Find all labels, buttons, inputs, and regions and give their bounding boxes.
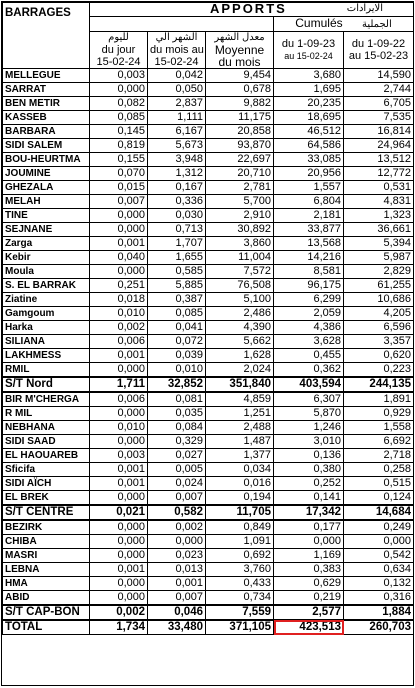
barrage-name: Zarga [3, 237, 90, 251]
value-mois: 32,852 [148, 377, 206, 392]
value-mois: 0,005 [148, 463, 206, 477]
table-row [3, 421, 414, 435]
value-cumul-2223: 36,661 [344, 223, 414, 237]
value-jour: 0,145 [90, 125, 148, 139]
value-cumul-2324: 2,577 [274, 605, 344, 620]
table-row [3, 563, 414, 577]
value-cumul-2223: 6,705 [344, 97, 414, 111]
value-mois: 0,027 [148, 449, 206, 463]
barrage-name: MELAH [3, 195, 90, 209]
value-moyenne: 7,559 [206, 605, 274, 620]
value-jour: 0,000 [90, 535, 148, 549]
barrage-name: JOUMINE [3, 167, 90, 181]
table-row [3, 167, 414, 181]
value-cumul-2223: 0,515 [344, 477, 414, 491]
value-jour: 0,155 [90, 153, 148, 167]
value-cumul-2223: 12,772 [344, 167, 414, 181]
value-moyenne: 0,433 [206, 577, 274, 591]
value-cumul-2324: 0,629 [274, 577, 344, 591]
value-mois: 0,713 [148, 223, 206, 237]
value-moyenne: 1,487 [206, 435, 274, 449]
value-jour: 0,085 [90, 111, 148, 125]
col-moyenne-header: معدل الشهر Moyenne du mois [206, 32, 274, 69]
value-cumul-2324: 4,386 [274, 321, 344, 335]
value-cumul-2324: 33,085 [274, 153, 344, 167]
value-mois: 5,673 [148, 139, 206, 153]
table-header [3, 3, 414, 69]
table-row [3, 321, 414, 335]
value-cumul-2324: 14,216 [274, 251, 344, 265]
value-cumul-2223: 1,891 [344, 392, 414, 407]
value-moyenne: 9,882 [206, 97, 274, 111]
value-moyenne: 5,100 [206, 293, 274, 307]
value-cumul-2223: 2,744 [344, 83, 414, 97]
value-mois: 0,024 [148, 477, 206, 491]
value-moyenne: 1,377 [206, 449, 274, 463]
total-row [3, 620, 414, 635]
value-cumul-2223: 0,634 [344, 563, 414, 577]
table-row [3, 407, 414, 421]
value-moyenne: 5,700 [206, 195, 274, 209]
value-cumul-2223: 5,394 [344, 237, 414, 251]
barrage-name: BOU-HEURTMA [3, 153, 90, 167]
value-cumul-2223: 4,831 [344, 195, 414, 209]
value-moyenne: 0,692 [206, 549, 274, 563]
value-mois: 0,387 [148, 293, 206, 307]
value-moyenne: 11,175 [206, 111, 274, 125]
table-row [3, 153, 414, 167]
value-cumul-2324: 13,568 [274, 237, 344, 251]
value-cumul-2223: 1,884 [344, 605, 414, 620]
table-row [3, 209, 414, 223]
barrage-name: EL HAOUAREB [3, 449, 90, 463]
barrage-name: MASRI [3, 549, 90, 563]
value-cumul-2223: 61,255 [344, 279, 414, 293]
value-moyenne: 0,016 [206, 477, 274, 491]
value-jour: 0,000 [90, 265, 148, 279]
table-row [3, 463, 414, 477]
value-cumul-2223: 4,205 [344, 307, 414, 321]
value-moyenne: 2,781 [206, 181, 274, 195]
value-moyenne: 0,678 [206, 83, 274, 97]
value-cumul-2324: 0,177 [274, 520, 344, 535]
value-moyenne: 30,892 [206, 223, 274, 237]
value-jour: 0,070 [90, 167, 148, 181]
value-jour: 0,082 [90, 97, 148, 111]
value-cumul-2324: 96,175 [274, 279, 344, 293]
value-moyenne: 351,840 [206, 377, 274, 392]
table-row [3, 477, 414, 491]
value-jour: 1,734 [90, 620, 148, 635]
table-row [3, 125, 414, 139]
value-cumul-2324: 2,059 [274, 307, 344, 321]
value-cumul-2223: 2,718 [344, 449, 414, 463]
value-cumul-2324: 1,557 [274, 181, 344, 195]
table-row [3, 265, 414, 279]
barrage-name: RMIL [3, 363, 90, 378]
value-moyenne: 4,859 [206, 392, 274, 407]
barrage-name: SEJNANE [3, 223, 90, 237]
value-jour: 0,000 [90, 83, 148, 97]
value-mois: 0,167 [148, 181, 206, 195]
value-jour: 0,000 [90, 577, 148, 591]
value-jour: 0,003 [90, 69, 148, 83]
value-moyenne: 2,910 [206, 209, 274, 223]
table-row [3, 392, 414, 407]
value-moyenne: 5,662 [206, 335, 274, 349]
table-row [3, 97, 414, 111]
value-cumul-2324: 20,956 [274, 167, 344, 181]
value-jour: 0,015 [90, 181, 148, 195]
value-jour: 0,021 [90, 505, 148, 520]
value-jour: 0,000 [90, 407, 148, 421]
col-mois-header: الشهر الي du mois au 15-02-24 [148, 32, 206, 69]
barrage-name: Kebir [3, 251, 90, 265]
value-moyenne: 1,251 [206, 407, 274, 421]
value-mois: 0,072 [148, 335, 206, 349]
value-jour: 0,001 [90, 349, 148, 363]
value-mois: 0,042 [148, 69, 206, 83]
value-cumul-2324: 3,680 [274, 69, 344, 83]
value-cumul-2223: 1,558 [344, 421, 414, 435]
barrage-name: SILIANA [3, 335, 90, 349]
value-moyenne: 0,194 [206, 491, 274, 506]
table-row [3, 279, 414, 293]
value-cumul-2324: 5,870 [274, 407, 344, 421]
value-mois: 1,655 [148, 251, 206, 265]
value-cumul-2223: 0,316 [344, 591, 414, 606]
value-mois: 0,010 [148, 363, 206, 378]
value-cumul-2324: 6,804 [274, 195, 344, 209]
value-moyenne: 11,705 [206, 505, 274, 520]
table-row [3, 435, 414, 449]
value-mois: 33,480 [148, 620, 206, 635]
value-mois: 0,013 [148, 563, 206, 577]
barrage-name: EL BREK [3, 491, 90, 506]
value-cumul-2223: 0,258 [344, 463, 414, 477]
value-cumul-2223: 0,929 [344, 407, 414, 421]
value-jour: 0,001 [90, 463, 148, 477]
value-mois: 0,023 [148, 549, 206, 563]
value-mois: 0,582 [148, 505, 206, 520]
value-cumul-2223: 244,135 [344, 377, 414, 392]
value-cumul-2223: 0,249 [344, 520, 414, 535]
value-jour: 0,006 [90, 335, 148, 349]
barrage-name: SIDI AÏCH [3, 477, 90, 491]
table-row [3, 549, 414, 563]
value-mois: 0,329 [148, 435, 206, 449]
apports-table [2, 2, 414, 635]
value-jour: 0,001 [90, 477, 148, 491]
value-mois: 0,035 [148, 407, 206, 421]
value-cumul-2223: 0,124 [344, 491, 414, 506]
value-mois: 1,312 [148, 167, 206, 181]
value-moyenne: 76,508 [206, 279, 274, 293]
value-moyenne: 4,390 [206, 321, 274, 335]
table-row [3, 520, 414, 535]
table-row [3, 491, 414, 506]
value-moyenne: 0,734 [206, 591, 274, 606]
value-jour: 0,010 [90, 421, 148, 435]
table-row [3, 139, 414, 153]
table-row [3, 195, 414, 209]
value-cumul-2223: 6,692 [344, 435, 414, 449]
value-cumul-2324: 20,235 [274, 97, 344, 111]
cumules-title: Cumulés [295, 16, 343, 30]
table-row [3, 237, 414, 251]
value-moyenne: 9,454 [206, 69, 274, 83]
barrages-header: BARRAGES [3, 3, 90, 69]
barrage-name: ABID [3, 591, 90, 606]
value-jour: 0,819 [90, 139, 148, 153]
value-cumul-2223: 6,596 [344, 321, 414, 335]
value-cumul-2324: 0,383 [274, 563, 344, 577]
barrage-name: MELLEGUE [3, 69, 90, 83]
value-mois: 0,085 [148, 307, 206, 321]
table-row [3, 181, 414, 195]
table-row [3, 577, 414, 591]
value-cumul-2324: 18,695 [274, 111, 344, 125]
value-cumul-2223: 13,512 [344, 153, 414, 167]
barrage-name: SIDI SAAD [3, 435, 90, 449]
barrage-name: Moula [3, 265, 90, 279]
value-moyenne: 20,858 [206, 125, 274, 139]
value-cumul-2223: 0,620 [344, 349, 414, 363]
value-jour: 0,002 [90, 605, 148, 620]
subtotal-row-nord [3, 377, 414, 392]
value-cumul-2324: 3,010 [274, 435, 344, 449]
table-row [3, 83, 414, 97]
value-cumul-2324: 64,586 [274, 139, 344, 153]
value-cumul-2324: 0,136 [274, 449, 344, 463]
barrage-name: Sficifa [3, 463, 90, 477]
value-cumul-2324: 3,628 [274, 335, 344, 349]
value-cumul-2223: 1,323 [344, 209, 414, 223]
barrage-name: NEBHANA [3, 421, 90, 435]
value-mois: 5,885 [148, 279, 206, 293]
value-moyenne: 20,710 [206, 167, 274, 181]
value-cumul-2324: 0,362 [274, 363, 344, 378]
value-mois: 2,837 [148, 97, 206, 111]
value-jour: 0,000 [90, 549, 148, 563]
table-row [3, 363, 414, 378]
value-mois: 0,007 [148, 591, 206, 606]
value-mois: 1,111 [148, 111, 206, 125]
value-jour: 0,001 [90, 237, 148, 251]
value-cumul-2223: 0,542 [344, 549, 414, 563]
value-cumul-2223: 0,132 [344, 577, 414, 591]
barrage-name: Ziatine [3, 293, 90, 307]
barrage-name: BEN METIR [3, 97, 90, 111]
value-cumul-2324: 0,455 [274, 349, 344, 363]
value-cumul-2324: 403,594 [274, 377, 344, 392]
value-moyenne: 2,488 [206, 421, 274, 435]
barrage-name: Gamgoum [3, 307, 90, 321]
value-mois: 0,001 [148, 577, 206, 591]
table-row [3, 111, 414, 125]
barrage-name: S/T CAP-BON [3, 605, 90, 620]
barrage-name: R MIL [3, 407, 90, 421]
table-body [3, 69, 414, 635]
barrage-name: KASSEB [3, 111, 90, 125]
subtotal-row-capbon [3, 605, 414, 620]
barrage-name: S. EL BARRAK [3, 279, 90, 293]
barrage-name: SARRAT [3, 83, 90, 97]
value-cumul-2324: 6,307 [274, 392, 344, 407]
value-mois: 0,050 [148, 83, 206, 97]
value-cumul-2223: 2,829 [344, 265, 414, 279]
value-cumul-2324: 1,246 [274, 421, 344, 435]
value-cumul-2223: 0,531 [344, 181, 414, 195]
value-cumul-2223: 14,590 [344, 69, 414, 83]
value-cumul-2223: 24,964 [344, 139, 414, 153]
barrage-name: LEBNA [3, 563, 90, 577]
value-cumul-2223: 3,357 [344, 335, 414, 349]
value-cumul-2223: 10,686 [344, 293, 414, 307]
value-moyenne: 93,870 [206, 139, 274, 153]
value-mois: 1,707 [148, 237, 206, 251]
value-jour: 0,000 [90, 491, 148, 506]
value-jour: 0,010 [90, 307, 148, 321]
barrage-name: HMA [3, 577, 90, 591]
value-moyenne: 2,024 [206, 363, 274, 378]
value-jour: 0,000 [90, 520, 148, 535]
col-jour-header: لليوم du jour 15-02-24 [90, 32, 148, 69]
table-row [3, 293, 414, 307]
value-cumul-2324: 0,219 [274, 591, 344, 606]
value-moyenne: 1,091 [206, 535, 274, 549]
value-cumul-2324: 0,380 [274, 463, 344, 477]
value-cumul-2324: 6,299 [274, 293, 344, 307]
value-cumul-2324: 423,513 [274, 620, 344, 635]
value-jour: 0,251 [90, 279, 148, 293]
value-jour: 0,000 [90, 591, 148, 606]
table-row [3, 449, 414, 463]
value-cumul-2324: 1,695 [274, 83, 344, 97]
value-moyenne: 371,105 [206, 620, 274, 635]
value-jour: 0,000 [90, 435, 148, 449]
value-moyenne: 2,486 [206, 307, 274, 321]
value-moyenne: 0,849 [206, 520, 274, 535]
barrage-name: Harka [3, 321, 90, 335]
value-cumul-2324: 8,581 [274, 265, 344, 279]
value-moyenne: 11,004 [206, 251, 274, 265]
barrage-name: S/T CENTRE [3, 505, 90, 520]
col-cumul-2324-header: du 1-09-23 au 15-02-24 [274, 32, 344, 69]
value-cumul-2223: 260,703 [344, 620, 414, 635]
table-row [3, 349, 414, 363]
barrage-name: BARBARA [3, 125, 90, 139]
value-cumul-2324: 2,181 [274, 209, 344, 223]
col-cumul-2223-header: du 1-09-22 au 15-02-23 [344, 32, 414, 69]
value-cumul-2223: 7,535 [344, 111, 414, 125]
subtotal-row-centre [3, 505, 414, 520]
value-moyenne: 3,760 [206, 563, 274, 577]
table-row [3, 69, 414, 83]
value-cumul-2223: 0,000 [344, 535, 414, 549]
value-cumul-2324: 46,512 [274, 125, 344, 139]
barrage-name: TINE [3, 209, 90, 223]
value-cumul-2324: 0,000 [274, 535, 344, 549]
table-row [3, 251, 414, 265]
value-mois: 0,002 [148, 520, 206, 535]
value-jour: 0,006 [90, 392, 148, 407]
value-cumul-2223: 16,814 [344, 125, 414, 139]
barrage-name: SIDI SALEM [3, 139, 90, 153]
barrage-name: BIR M'CHERGA [3, 392, 90, 407]
value-mois: 0,030 [148, 209, 206, 223]
value-mois: 0,084 [148, 421, 206, 435]
table-row [3, 591, 414, 606]
value-mois: 0,585 [148, 265, 206, 279]
value-mois: 0,000 [148, 535, 206, 549]
table-row [3, 335, 414, 349]
value-mois: 0,336 [148, 195, 206, 209]
value-mois: 0,081 [148, 392, 206, 407]
barrage-name: BEZIRK [3, 520, 90, 535]
table-row [3, 535, 414, 549]
value-moyenne: 0,034 [206, 463, 274, 477]
value-cumul-2324: 33,877 [274, 223, 344, 237]
value-moyenne: 3,860 [206, 237, 274, 251]
apports-title-ar: الايرادات [346, 3, 383, 14]
value-jour: 0,040 [90, 251, 148, 265]
barrage-name: TOTAL [3, 620, 90, 635]
value-cumul-2324: 0,141 [274, 491, 344, 506]
value-mois: 0,007 [148, 491, 206, 506]
value-jour: 0,000 [90, 363, 148, 378]
value-mois: 3,948 [148, 153, 206, 167]
value-mois: 6,167 [148, 125, 206, 139]
apports-table-container [1, 1, 414, 686]
value-jour: 0,003 [90, 449, 148, 463]
barrage-name: LAKHMESS [3, 349, 90, 363]
value-jour: 0,001 [90, 563, 148, 577]
value-cumul-2324: 17,342 [274, 505, 344, 520]
value-cumul-2324: 1,169 [274, 549, 344, 563]
apports-title: APPORTS [209, 2, 287, 16]
table-row [3, 223, 414, 237]
value-mois: 0,039 [148, 349, 206, 363]
value-moyenne: 1,628 [206, 349, 274, 363]
value-jour: 0,018 [90, 293, 148, 307]
barrage-name: CHIBA [3, 535, 90, 549]
barrage-name: S/T Nord [3, 377, 90, 392]
value-mois: 0,041 [148, 321, 206, 335]
value-jour: 0,000 [90, 209, 148, 223]
value-jour: 0,000 [90, 223, 148, 237]
value-moyenne: 7,572 [206, 265, 274, 279]
value-moyenne: 22,697 [206, 153, 274, 167]
value-jour: 0,002 [90, 321, 148, 335]
value-cumul-2223: 0,223 [344, 363, 414, 378]
cumules-title-ar: الجملية [361, 19, 392, 30]
value-cumul-2324: 0,252 [274, 477, 344, 491]
value-cumul-2223: 5,987 [344, 251, 414, 265]
table-row [3, 307, 414, 321]
value-jour: 0,007 [90, 195, 148, 209]
value-cumul-2223: 14,684 [344, 505, 414, 520]
value-mois: 0,046 [148, 605, 206, 620]
value-jour: 1,711 [90, 377, 148, 392]
barrage-name: GHEZALA [3, 181, 90, 195]
